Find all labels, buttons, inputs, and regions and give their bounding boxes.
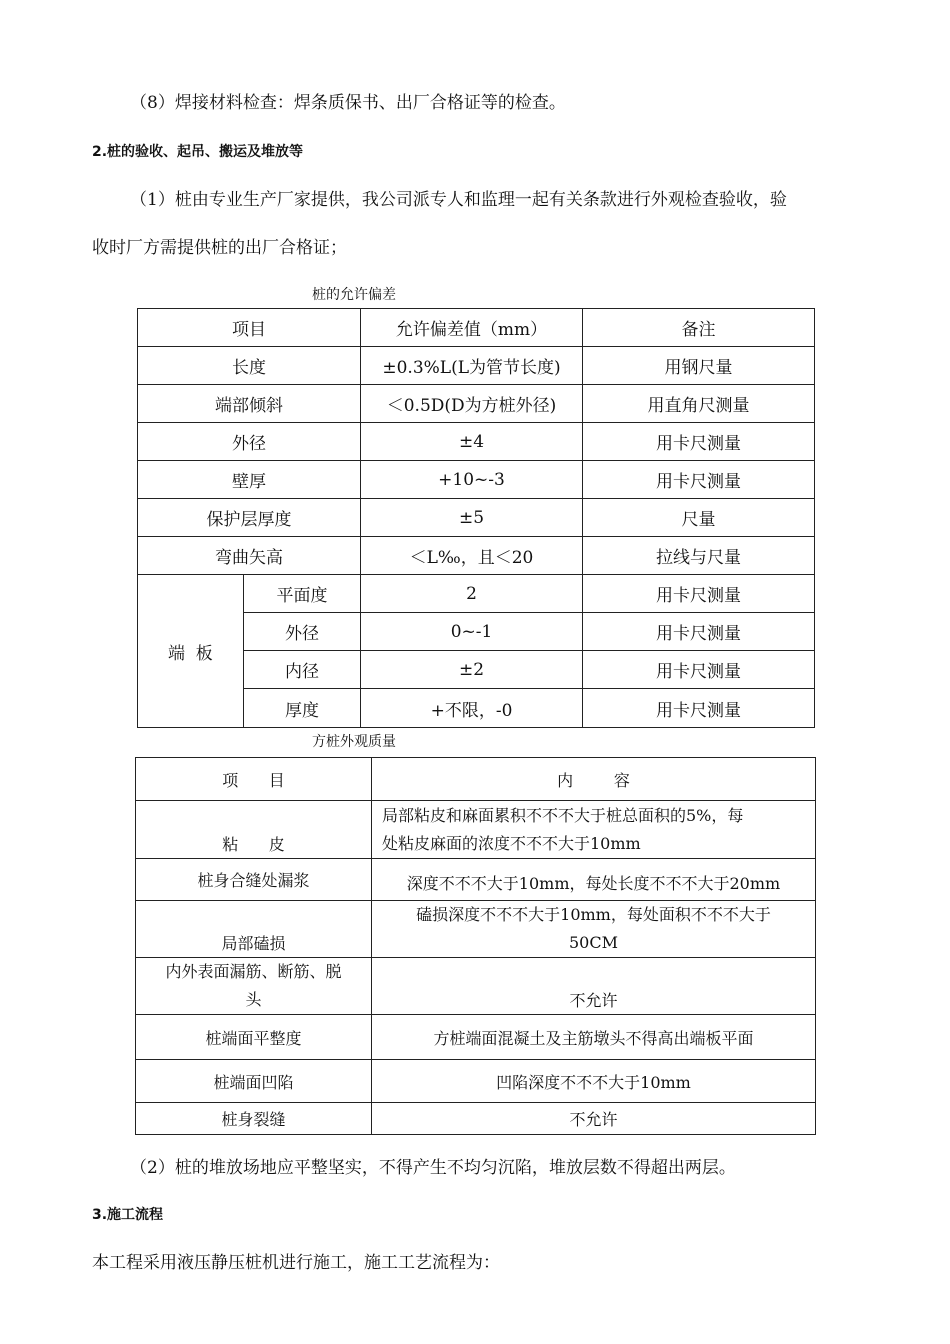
table1-caption: 桩的允许偏差	[312, 287, 396, 303]
row-item: 内径	[244, 651, 361, 689]
row-deviation: +10~-3	[361, 461, 583, 499]
row-content-line: 局部粘皮和麻面累积不不不大于桩总面积的5%，每	[382, 805, 744, 825]
table2-caption: 方桩外观质量	[312, 734, 396, 750]
row-item: 桩端面凹陷	[136, 1060, 372, 1103]
table-row	[138, 347, 815, 385]
row-content-line: 处粘皮麻面的浓度不不不大于10mm	[382, 833, 641, 853]
table-row	[136, 859, 816, 901]
row-item: 桩端面平整度	[136, 1015, 372, 1060]
header-item: 项目	[138, 309, 361, 347]
row-deviation: ＜L‰，且＜20	[361, 537, 583, 575]
table-row	[138, 575, 815, 613]
table-row	[138, 461, 815, 499]
row-item: 桩身裂缝	[136, 1103, 372, 1135]
row-content-line: 50CM	[569, 933, 618, 952]
row-item: 外径	[244, 613, 361, 651]
paragraph-welding-check: （8）焊接材料检查：焊条质保书、出厂合格证等的检查。	[130, 93, 566, 113]
row-deviation: 0~-1	[361, 613, 583, 651]
table-row	[136, 1103, 816, 1135]
section-heading-construction-flow: 3.施工流程	[92, 1207, 164, 1223]
row-remark: 用卡尺测量	[583, 575, 815, 613]
section-heading-pile-acceptance: 2.桩的验收、起吊、搬运及堆放等	[92, 144, 304, 160]
row-item: 桩身合缝处漏浆	[136, 859, 372, 901]
paragraph-pile-supply-line2: 收时厂方需提供桩的出厂合格证；	[92, 238, 347, 258]
row-content: 深度不不不大于10mm，每处长度不不不大于20mm	[372, 859, 816, 901]
header-deviation: 允许偏差值（mm）	[361, 309, 583, 347]
row-item-line: 内外表面漏筋、断筋、脱	[165, 962, 342, 981]
row-remark: 拉线与尺量	[583, 537, 815, 575]
row-content: 不允许	[372, 1103, 816, 1135]
row-item-line: 头	[245, 990, 262, 1009]
paragraph-pile-storage: （2）桩的堆放场地应平整坚实，不得产生不均匀沉陷，堆放层数不得超出两层。	[130, 1158, 736, 1178]
row-item: 粘 皮	[136, 801, 372, 859]
row-deviation: +不限，-0	[361, 689, 583, 728]
row-item: 平面度	[244, 575, 361, 613]
row-remark: 用卡尺测量	[583, 613, 815, 651]
row-remark: 用卡尺测量	[583, 423, 815, 461]
table-row	[138, 537, 815, 575]
row-deviation: ±0.3%L(L为管节长度)	[361, 347, 583, 385]
row-deviation: ＜0.5D(D为方桩外径)	[361, 385, 583, 423]
row-item: 保护层厚度	[138, 499, 361, 537]
row-deviation: ±2	[361, 651, 583, 689]
allowable-deviation-table	[137, 308, 815, 728]
row-remark: 尺量	[583, 499, 815, 537]
end-plate-group-label: 端 板	[138, 575, 244, 728]
row-remark: 用卡尺测量	[583, 651, 815, 689]
row-item: 长度	[138, 347, 361, 385]
row-item: 壁厚	[138, 461, 361, 499]
header-content: 内 容	[372, 758, 816, 801]
paragraph-construction-process: 本工程采用液压静压桩机进行施工，施工工艺流程为：	[92, 1253, 500, 1273]
table-row	[136, 1060, 816, 1103]
table-row	[136, 801, 816, 859]
table-row	[136, 1015, 816, 1060]
table-row	[138, 423, 815, 461]
table-row	[138, 499, 815, 537]
table-row	[136, 958, 816, 1015]
header-remark: 备注	[583, 309, 815, 347]
row-item: 局部磕损	[136, 901, 372, 958]
row-deviation: 2	[361, 575, 583, 613]
row-content	[372, 901, 816, 958]
row-item: 端部倾斜	[138, 385, 361, 423]
row-deviation: ±4	[361, 423, 583, 461]
row-content	[372, 801, 816, 859]
appearance-quality-table	[135, 757, 816, 1135]
row-item	[136, 958, 372, 1015]
paragraph-pile-supply-line1: （1）桩由专业生产厂家提供，我公司派专人和监理一起有关条款进行外观检查验收，验	[130, 190, 787, 210]
row-content-line: 磕损深度不不不大于10mm，每处面积不不不大于	[416, 905, 771, 924]
row-item: 外径	[138, 423, 361, 461]
row-remark: 用直角尺测量	[583, 385, 815, 423]
row-item: 厚度	[244, 689, 361, 728]
row-item: 弯曲矢高	[138, 537, 361, 575]
row-content: 凹陷深度不不不大于10mm	[372, 1060, 816, 1103]
table-header-row	[136, 758, 816, 801]
table-row	[136, 901, 816, 958]
row-deviation: ±5	[361, 499, 583, 537]
table-header-row	[138, 309, 815, 347]
header-item: 项 目	[136, 758, 372, 801]
table-row	[138, 385, 815, 423]
row-remark: 用钢尺量	[583, 347, 815, 385]
row-content: 不允许	[372, 958, 816, 1015]
row-remark: 用卡尺测量	[583, 689, 815, 728]
row-content: 方桩端面混凝土及主筋墩头不得高出端板平面	[372, 1015, 816, 1060]
row-remark: 用卡尺测量	[583, 461, 815, 499]
